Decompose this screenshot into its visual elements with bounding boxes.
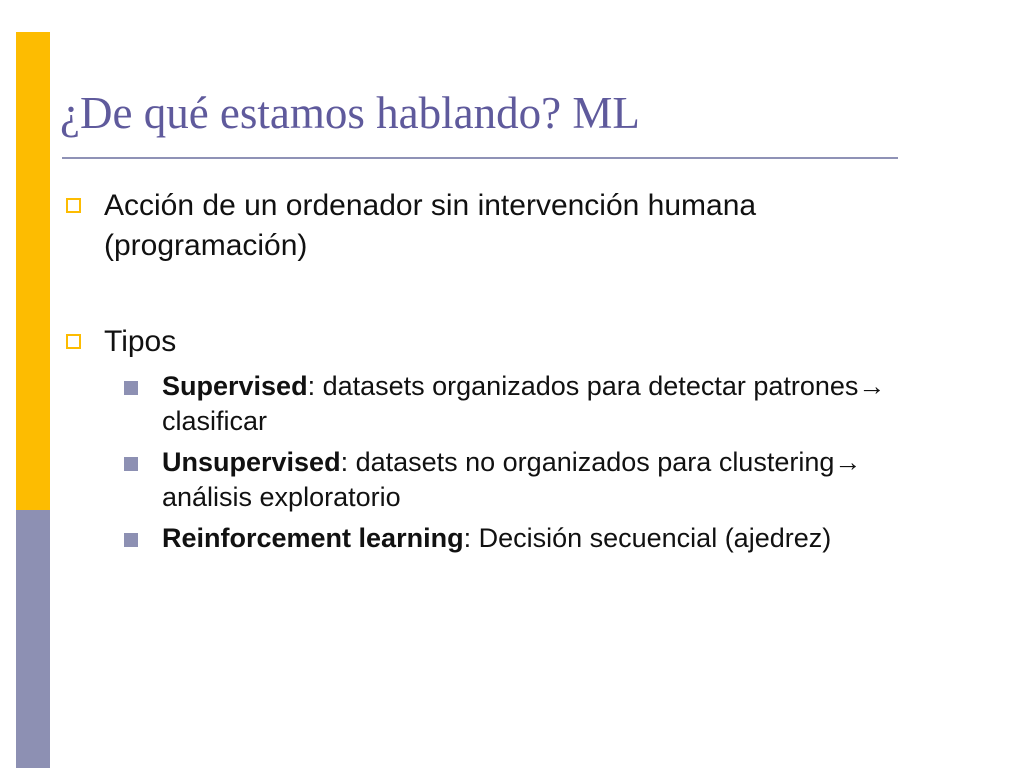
sub-bullet-list <box>52 369 952 556</box>
top-strip <box>0 0 1024 32</box>
sub-bullet-rest: : Decisión secuencial (ajedrez) <box>463 522 832 553</box>
filled-square-bullet-icon <box>124 381 138 395</box>
sub-bullet-lead: Reinforcement learning <box>162 522 464 553</box>
left-margin-strip <box>0 0 16 768</box>
bullet-text-1: Acción de un ordenador sin intervención humana (programación) <box>104 189 757 263</box>
sub-bullet-item <box>52 369 952 439</box>
sub-bullet-rest: : datasets organizados para detectar patrones <box>307 370 859 401</box>
bullet-text-2: Tipos <box>104 325 177 359</box>
sub-bullet-lead: Unsupervised <box>162 446 341 477</box>
bullet-spacer <box>52 270 952 322</box>
filled-square-bullet-icon <box>124 457 138 471</box>
sub-bullet-rest: : datasets no organizados para clustering <box>340 446 835 477</box>
filled-square-bullet-icon <box>124 533 138 547</box>
sub-bullet-item <box>52 445 952 515</box>
square-bullet-icon <box>66 198 81 213</box>
bullet-item-1 <box>52 186 952 266</box>
arrow-icon: → <box>858 370 886 401</box>
sub-bullet-tail: clasificar <box>162 405 268 436</box>
arrow-icon: → <box>834 446 862 477</box>
slide-title: ¿De qué estamos hablando? ML <box>60 88 640 138</box>
slide-body <box>52 186 952 562</box>
title-divider <box>62 157 898 159</box>
square-bullet-icon <box>66 334 81 349</box>
left-accent-bar-gold <box>16 32 50 510</box>
bullet-item-2 <box>52 322 952 362</box>
sub-bullet-lead: Supervised <box>162 370 308 401</box>
sub-bullet-item <box>52 521 952 556</box>
sub-bullet-tail: análisis exploratorio <box>162 481 401 512</box>
left-accent-bar-slate <box>16 510 50 768</box>
